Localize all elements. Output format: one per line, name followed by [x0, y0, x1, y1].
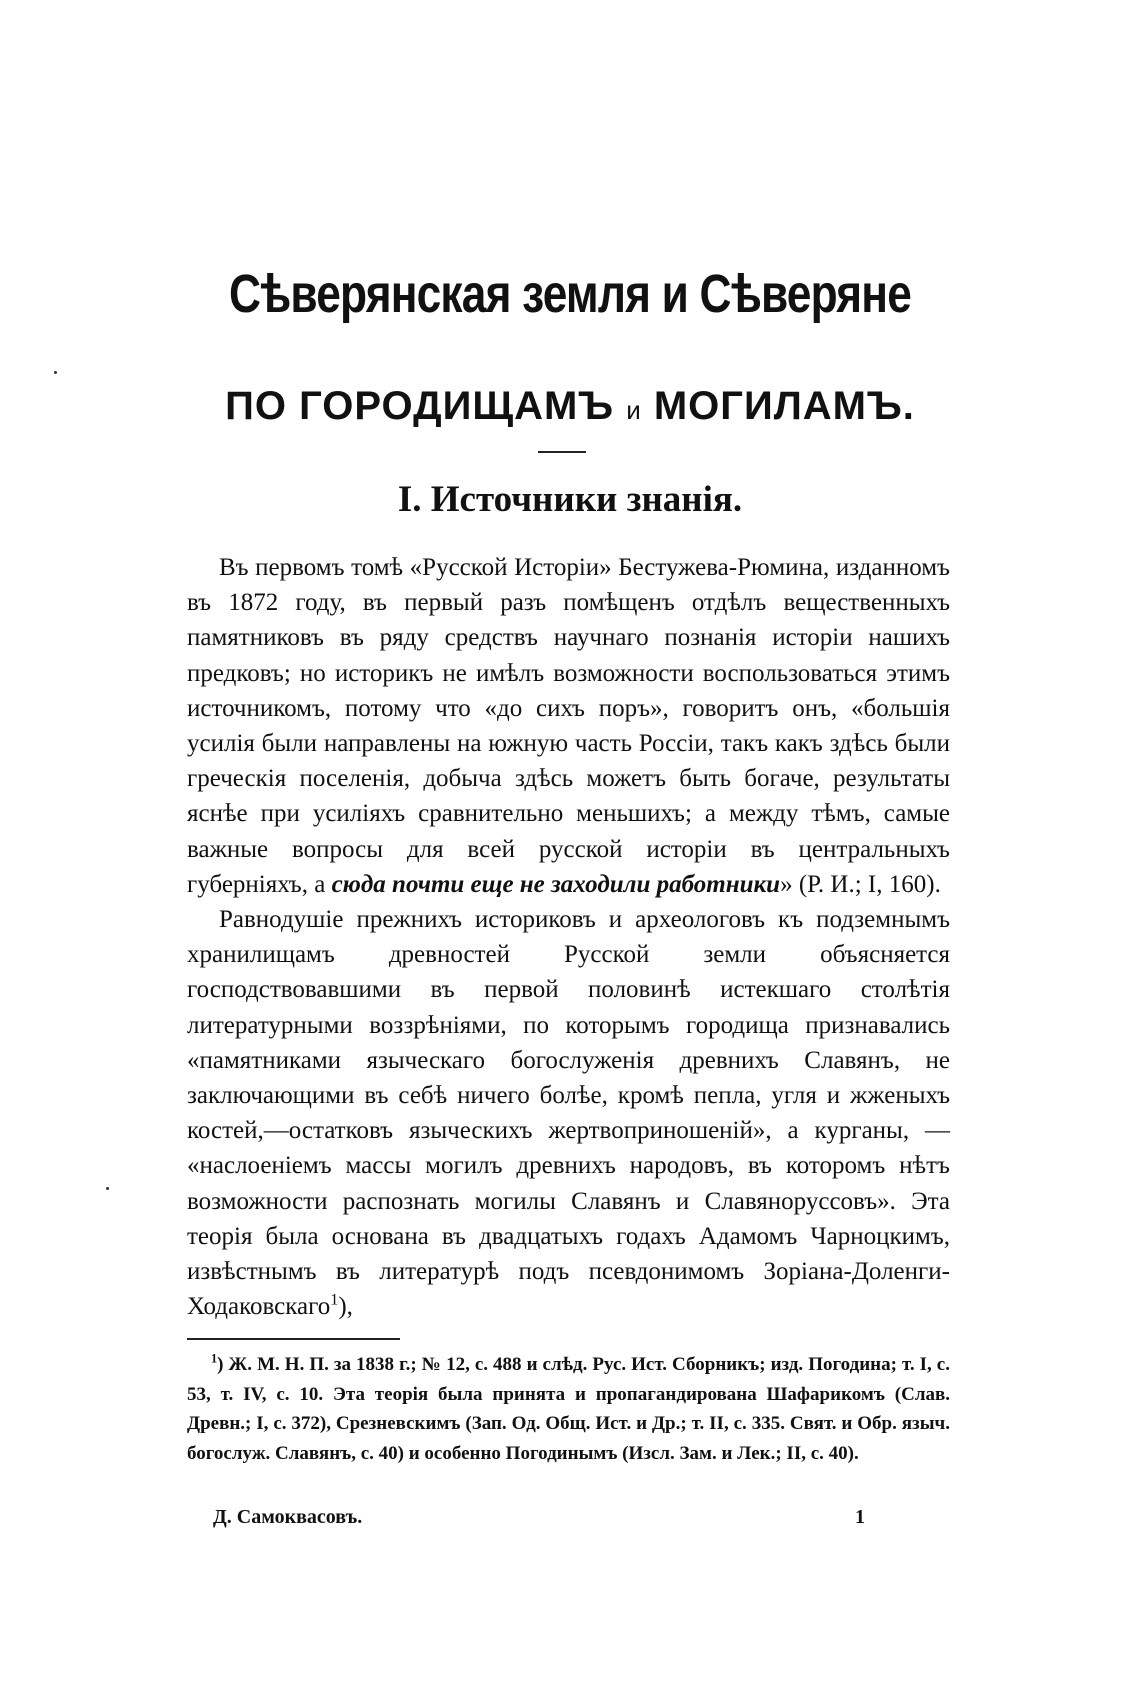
subtitle-connector: и [626, 395, 642, 425]
paragraph-2 [187, 902, 950, 1324]
footnote-reference: 1 [330, 1290, 339, 1309]
subtitle-part-1: ПО ГОРОДИЩАМЪ [225, 384, 627, 428]
footnote [187, 1350, 950, 1468]
scan-speck [54, 371, 57, 374]
footnote-marker: 1 [211, 1351, 218, 1366]
sheet-number: 1 [855, 1506, 865, 1528]
paragraph-2-text: Равнодушіе прежнихъ историковъ и археологовъ къ подземнымъ хранилищамъ древностей Русской земли объясняется господствовавшими въ первой половинѣ истекшаго столѣтія литературными воззрѣніями, по которымъ городища признавались «памятниками языческаго богослуженія древнихъ Славянъ, не заключающими въ себѣ ничего болѣе, кромѣ пепла, угля и жженыхъ костей,—остатковъ языческихъ жертвоприношеній», а курганы, — «наслоеніемъ массы могилъ древнихъ народовъ, въ которомъ нѣтъ возможности распознать могилы Славянъ и Славянорусcовъ». Эта теорія была основана въ двадцатыхъ годахъ Адамомъ Чарноцкимъ, извѣстнымъ въ литературѣ подъ псевдонимомъ Зоріана-Доленги-Ходаковскаго [187, 906, 950, 1321]
paragraph-1 [187, 550, 950, 902]
paragraph-1-text: Въ первомъ томѣ «Русской Исторіи» Бестужева-Рюмина, изданномъ въ 1872 году, въ первый разъ помѣщенъ отдѣлъ вещественныхъ памятниковъ въ ряду средствъ научнаго познанія исторіи нашихъ предковъ; но историкъ не имѣлъ возможности воспользоваться этимъ источникомъ, потому что «до сихъ поръ», говоритъ онъ, «большія усилія были направлены на южную часть Россіи, такъ какъ здѣсь были греческія поселенія, добыча здѣсь можетъ быть богаче, результаты яснѣе при усиліяхъ сравнительно меньшихъ; а между тѣмъ, самые важные вопросы для всей русской исторіи въ центральныхъ губерніяхъ, а [187, 554, 950, 898]
body-text [187, 550, 950, 1324]
signature: Д. Самоквасовъ. [213, 1506, 363, 1528]
page-subtitle [0, 382, 1140, 434]
title-divider [538, 451, 586, 453]
footnote-text: ) Ж. М. Н. П. за 1838 г.; № 12, с. 488 и слѣд. Рус. Ист. Сборникъ; изд. Погодина; т. I, с. 53, т. IV, с. 10. Эта теорія была принята и пропагандирована Шафарикомъ (Слав. Древн.; I, с. 372), Срезневскимъ (Зап. Од. Общ. Ист. и Др.; т. II, с. 335. Свят. и Обр. языч. богослуж. Славянъ, с. 40) и особенно Погодинымъ (Изсл. Зам. и Лек.; II, с. 40). [187, 1354, 950, 1464]
scan-speck [106, 1187, 109, 1190]
paragraph-1-citation: » (Р. И.; I, 160). [780, 870, 941, 898]
subtitle-part-2: МОГИЛАМЪ. [641, 384, 915, 428]
section-heading: I. Источники знанія. [397, 479, 743, 520]
footnote-divider [187, 1338, 400, 1340]
paragraph-2-tail: ), [338, 1293, 353, 1321]
page-title: Сѣверянская земля и Сѣверяне [228, 264, 912, 324]
paragraph-1-emphasis: сюда почти еще не заходили работники [331, 870, 781, 898]
